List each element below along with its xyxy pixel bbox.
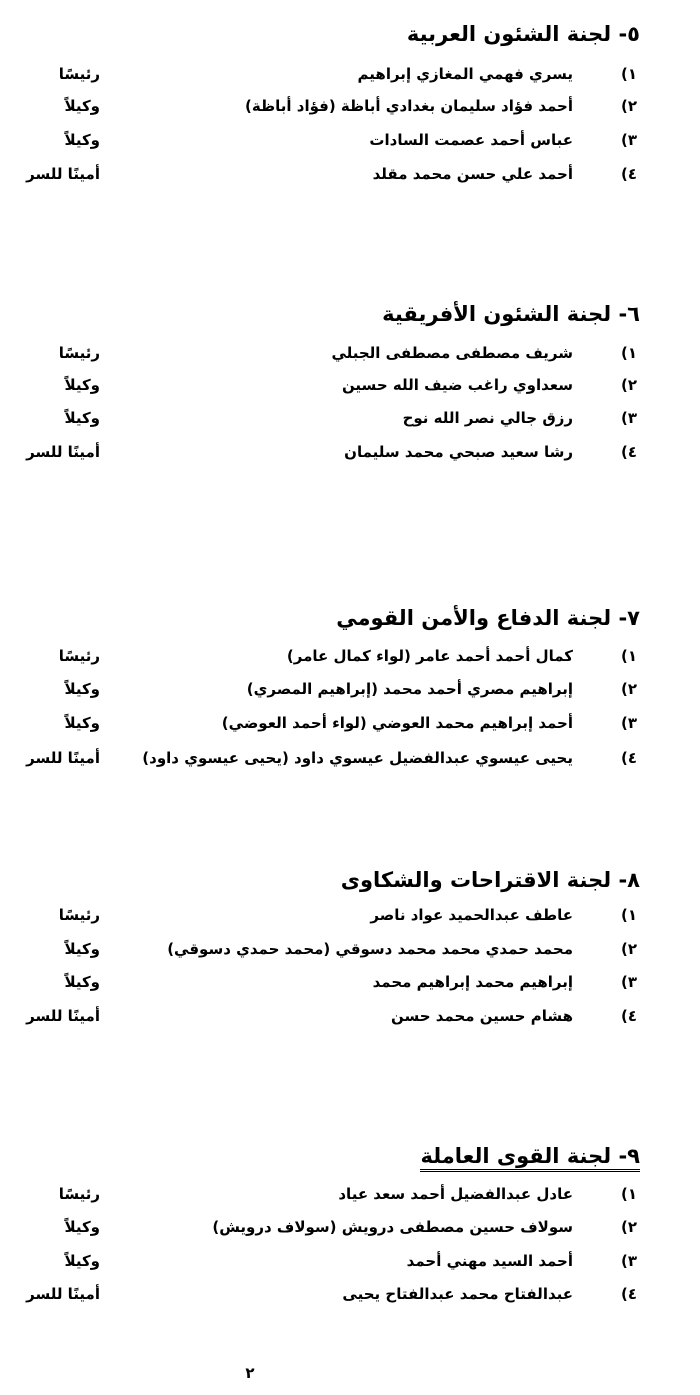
member-role: وكيلاً bbox=[64, 97, 100, 115]
member-number: ٤) bbox=[620, 443, 637, 461]
member-number: ٤) bbox=[620, 749, 637, 767]
member-name: شريف مصطفى مصطفى الجبلي bbox=[331, 344, 573, 362]
member-number: ٤) bbox=[620, 165, 637, 183]
member-name: إبراهيم محمد إبراهيم محمد bbox=[372, 973, 573, 991]
member-number: ٣) bbox=[620, 714, 637, 732]
member-row bbox=[0, 440, 700, 464]
member-row bbox=[0, 937, 700, 961]
member-row bbox=[0, 128, 700, 152]
member-role: أمينًا للسر bbox=[26, 1007, 100, 1025]
member-role: رئيسًا bbox=[58, 1185, 100, 1203]
member-number: ٢) bbox=[620, 97, 637, 115]
member-number: ٣) bbox=[620, 409, 637, 427]
member-role: وكيلاً bbox=[64, 409, 100, 427]
member-role: وكيلاً bbox=[64, 940, 100, 958]
member-role: وكيلاً bbox=[64, 131, 100, 149]
member-role: رئيسًا bbox=[58, 906, 100, 924]
committee-title: ٨- لجنة الاقتراحات والشكاوى bbox=[340, 868, 640, 892]
member-row bbox=[0, 162, 700, 186]
member-role: وكيلاً bbox=[64, 973, 100, 991]
member-name: رزق جالي نصر الله نوح bbox=[402, 409, 573, 427]
member-row bbox=[0, 644, 700, 668]
member-number: ٢) bbox=[620, 680, 637, 698]
member-role: وكيلاً bbox=[64, 1252, 100, 1270]
member-number: ٤) bbox=[620, 1007, 637, 1025]
member-name: عباس أحمد عصمت السادات bbox=[369, 131, 573, 149]
committee-title: ٥- لجنة الشئون العربية bbox=[406, 22, 640, 46]
member-row bbox=[0, 1282, 700, 1306]
member-row bbox=[0, 970, 700, 994]
member-name: سولاف حسين مصطفى درويش (سولاف درويش) bbox=[212, 1218, 573, 1236]
member-row bbox=[0, 1249, 700, 1273]
committee-title: ٧- لجنة الدفاع والأمن القومي bbox=[336, 606, 640, 630]
member-role: أمينًا للسر bbox=[26, 1285, 100, 1303]
member-role: وكيلاً bbox=[64, 714, 100, 732]
member-role: وكيلاً bbox=[64, 680, 100, 698]
member-name: يسري فهمي المغازي إبراهيم bbox=[357, 65, 573, 83]
committee-title: ٩- لجنة القوى العاملة bbox=[420, 1143, 640, 1172]
member-role: رئيسًا bbox=[58, 65, 100, 83]
member-role: أمينًا للسر bbox=[26, 443, 100, 461]
member-row bbox=[0, 341, 700, 365]
member-name: عاطف عبدالحميد عواد ناصر bbox=[370, 906, 573, 924]
member-name: عادل عبدالفضيل أحمد سعد عياد bbox=[338, 1185, 573, 1203]
member-number: ٢) bbox=[620, 376, 637, 394]
page-number: ٢ bbox=[245, 1364, 255, 1382]
member-number: ١) bbox=[620, 1185, 637, 1203]
member-row bbox=[0, 711, 700, 735]
member-name: أحمد فؤاد سليمان بغدادي أباظة (فؤاد أباظة) bbox=[245, 97, 573, 115]
member-name: سعداوي راغب ضيف الله حسين bbox=[341, 376, 573, 394]
member-name: يحيى عيسوي عبدالفضيل عيسوي داود (يحيى عيسوي داود) bbox=[142, 749, 573, 767]
member-role: رئيسًا bbox=[58, 647, 100, 665]
member-name: محمد حمدي محمد محمد دسوقي (محمد حمدي دسوقي) bbox=[167, 940, 573, 958]
member-row bbox=[0, 62, 700, 86]
member-number: ١) bbox=[620, 65, 637, 83]
member-role: وكيلاً bbox=[64, 1218, 100, 1236]
member-number: ٢) bbox=[620, 940, 637, 958]
member-name: أحمد إبراهيم محمد العوضي (لواء أحمد العوضي) bbox=[221, 714, 573, 732]
member-row bbox=[0, 94, 700, 118]
member-number: ٢) bbox=[620, 1218, 637, 1236]
member-name: أحمد السيد مهني أحمد bbox=[406, 1252, 573, 1270]
member-row bbox=[0, 903, 700, 927]
member-name: أحمد علي حسن محمد مقلد bbox=[372, 165, 573, 183]
member-number: ١) bbox=[620, 344, 637, 362]
member-number: ١) bbox=[620, 647, 637, 665]
member-row bbox=[0, 677, 700, 701]
member-name: هشام حسين محمد حسن bbox=[390, 1007, 573, 1025]
member-row bbox=[0, 1215, 700, 1239]
member-name: كمال أحمد أحمد عامر (لواء كمال عامر) bbox=[286, 647, 573, 665]
member-row bbox=[0, 1004, 700, 1028]
member-role: أمينًا للسر bbox=[26, 749, 100, 767]
member-role: أمينًا للسر bbox=[26, 165, 100, 183]
member-number: ٤) bbox=[620, 1285, 637, 1303]
member-row bbox=[0, 1182, 700, 1206]
member-role: وكيلاً bbox=[64, 376, 100, 394]
committee-title: ٦- لجنة الشئون الأفريقية bbox=[382, 302, 640, 326]
member-role: رئيسًا bbox=[58, 344, 100, 362]
member-number: ٣) bbox=[620, 1252, 637, 1270]
member-name: رشا سعيد صبحي محمد سليمان bbox=[344, 443, 573, 461]
member-row bbox=[0, 746, 700, 770]
member-row bbox=[0, 406, 700, 430]
member-number: ٣) bbox=[620, 973, 637, 991]
member-number: ١) bbox=[620, 906, 637, 924]
member-name: عبدالفتاح محمد عبدالفتاح يحيى bbox=[342, 1285, 573, 1303]
member-row bbox=[0, 373, 700, 397]
member-number: ٣) bbox=[620, 131, 637, 149]
member-name: إبراهيم مصري أحمد محمد (إبراهيم المصري) bbox=[246, 680, 573, 698]
